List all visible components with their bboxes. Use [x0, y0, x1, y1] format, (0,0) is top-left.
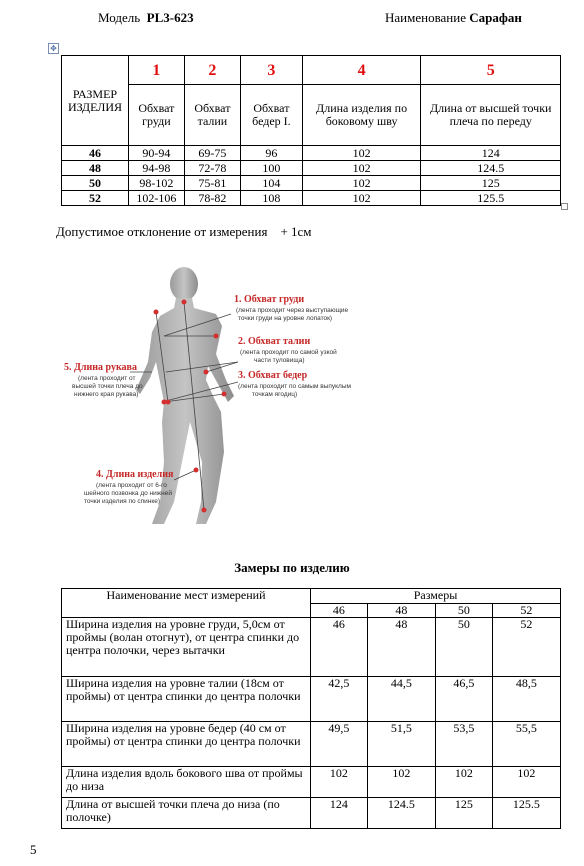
table-cell: 50 [435, 618, 492, 677]
name-value: Сарафан [469, 10, 522, 25]
table-row [62, 161, 561, 176]
table-cell: 69-75 [184, 146, 240, 161]
size-cell: 52 [62, 191, 129, 206]
size-header: РАЗМЕР ИЗДЕЛИЯ [62, 56, 129, 146]
size-col-header: 48 [367, 603, 435, 618]
table-row [62, 798, 561, 829]
model-line [98, 10, 194, 26]
label-length-desc: точки изделия по спинке) [84, 498, 161, 505]
label-waist-desc: (лента проходит по самой узкой [240, 349, 337, 356]
measurement-name: Ширина изделия на уровне бедер (40 см от проймы) от центра спинки до центра полочки [62, 722, 311, 767]
table-cell: 102 [302, 191, 421, 206]
column-header: Обхват талии [184, 85, 240, 146]
table-cell: 108 [241, 191, 303, 206]
size-col-header: 50 [435, 603, 492, 618]
column-header: Обхват груди [129, 85, 185, 146]
table-cell: 53,5 [435, 722, 492, 767]
table-cell: 42,5 [311, 677, 368, 722]
column-number: 4 [302, 56, 421, 85]
label-hips-desc: точкам ягодиц) [252, 391, 298, 398]
table-cell: 104 [241, 176, 303, 191]
measurement-name: Длина от высшей точки плеча до низа (по полочке) [62, 798, 311, 829]
table-row [62, 618, 561, 677]
table-cell: 51,5 [367, 722, 435, 767]
size-col-header: 52 [492, 603, 560, 618]
column-number: 1 [129, 56, 185, 85]
label-length-desc: (лента проходит от 6-го [96, 482, 167, 489]
table-cell: 90-94 [129, 146, 185, 161]
table-cell: 102 [367, 767, 435, 798]
table-row [62, 176, 561, 191]
table-row [62, 722, 561, 767]
size-col-header: 46 [311, 603, 368, 618]
table-cell: 94-98 [129, 161, 185, 176]
table-cell: 98-102 [129, 176, 185, 191]
table-cell: 102 [435, 767, 492, 798]
table-cell: 124 [421, 146, 561, 161]
table-row [62, 677, 561, 722]
label-chest: 1. Обхват груди [234, 294, 305, 305]
label-sleeve: 5. Длина рукава [64, 362, 137, 373]
tolerance-text: Допустимое отклонение от измерения [56, 224, 268, 239]
label-waist: 2. Обхват талии [238, 336, 311, 347]
label-length: 4. Длина изделия [96, 469, 174, 480]
table-cell: 48 [367, 618, 435, 677]
table-cell: 102 [302, 146, 421, 161]
label-length-desc: шейного позвонка до нижней [84, 490, 172, 497]
table-cell: 55,5 [492, 722, 560, 767]
label-chest-desc: (лента проходит через выступающие [236, 307, 349, 314]
product-measurements-title: Замеры по изделию [234, 560, 350, 575]
measurement-name: Длина изделия вдоль бокового шва от проймы до низа [62, 767, 311, 798]
table-cell: 125 [421, 176, 561, 191]
table-move-handle-icon[interactable]: ✥ [48, 43, 59, 54]
column-number: 2 [184, 56, 240, 85]
table-cell: 46 [311, 618, 368, 677]
table-cell: 125 [435, 798, 492, 829]
column-header: Длина изделия по боковому шву [302, 85, 421, 146]
label-chest-desc: точки груди на уровне лопаток) [238, 315, 333, 322]
table-cell: 102-106 [129, 191, 185, 206]
tolerance-note [56, 224, 312, 240]
sizes-header: Размеры [311, 589, 561, 604]
table-cell: 52 [492, 618, 560, 677]
table-cell: 46,5 [435, 677, 492, 722]
table-cell: 100 [241, 161, 303, 176]
label-waist-desc: части туловища) [254, 357, 305, 364]
table-cell: 102 [302, 176, 421, 191]
table-row [62, 767, 561, 798]
table-resize-handle[interactable] [561, 203, 568, 210]
table-cell: 125.5 [421, 191, 561, 206]
table-cell: 49,5 [311, 722, 368, 767]
name-label: Наименование [385, 10, 466, 25]
table-cell: 124 [311, 798, 368, 829]
size-table [61, 55, 561, 206]
table-cell: 102 [302, 161, 421, 176]
column-header: Длина от высшей точки плеча по переду [421, 85, 561, 146]
label-sleeve-desc: (лента проходит от [78, 375, 136, 382]
table-cell: 44,5 [367, 677, 435, 722]
column-header: Обхват бедер I. [241, 85, 303, 146]
measurement-name: Ширина изделия на уровне талии (18см от проймы) от центра спинки до центра полочки [62, 677, 311, 722]
model-label: Модель [98, 10, 141, 25]
size-cell: 48 [62, 161, 129, 176]
table-cell: 78-82 [184, 191, 240, 206]
size-cell: 50 [62, 176, 129, 191]
page-number: 5 [30, 842, 37, 857]
column-number: 5 [421, 56, 561, 85]
table-cell: 72-78 [184, 161, 240, 176]
label-hips-desc: (лента проходит по самым выпуклым [238, 383, 351, 390]
measurement-figure [56, 262, 376, 532]
label-sleeve-desc: нижнего края рукава) [74, 391, 139, 398]
model-value: PL3-623 [146, 10, 194, 25]
label-sleeve-desc: высшей точки плеча до [72, 383, 143, 390]
name-line [385, 10, 522, 26]
table-cell: 102 [311, 767, 368, 798]
table-row [62, 146, 561, 161]
size-cell: 46 [62, 146, 129, 161]
product-measurements-table [61, 588, 561, 829]
table-cell: 125.5 [492, 798, 560, 829]
label-hips: 3. Обхват бедер [238, 370, 308, 381]
table-row [62, 191, 561, 206]
column-number: 3 [241, 56, 303, 85]
table-cell: 124.5 [421, 161, 561, 176]
table-cell: 96 [241, 146, 303, 161]
table-cell: 48,5 [492, 677, 560, 722]
table-cell: 75-81 [184, 176, 240, 191]
table-cell: 102 [492, 767, 560, 798]
measurement-name: Ширина изделия на уровне груди, 5,0см от проймы (волан отогнут), от центра спинки до центра полочки, через вытачки [62, 618, 311, 677]
tolerance-value: + 1см [280, 224, 312, 239]
table-cell: 124.5 [367, 798, 435, 829]
name-header: Наименование мест измерений [62, 589, 311, 618]
